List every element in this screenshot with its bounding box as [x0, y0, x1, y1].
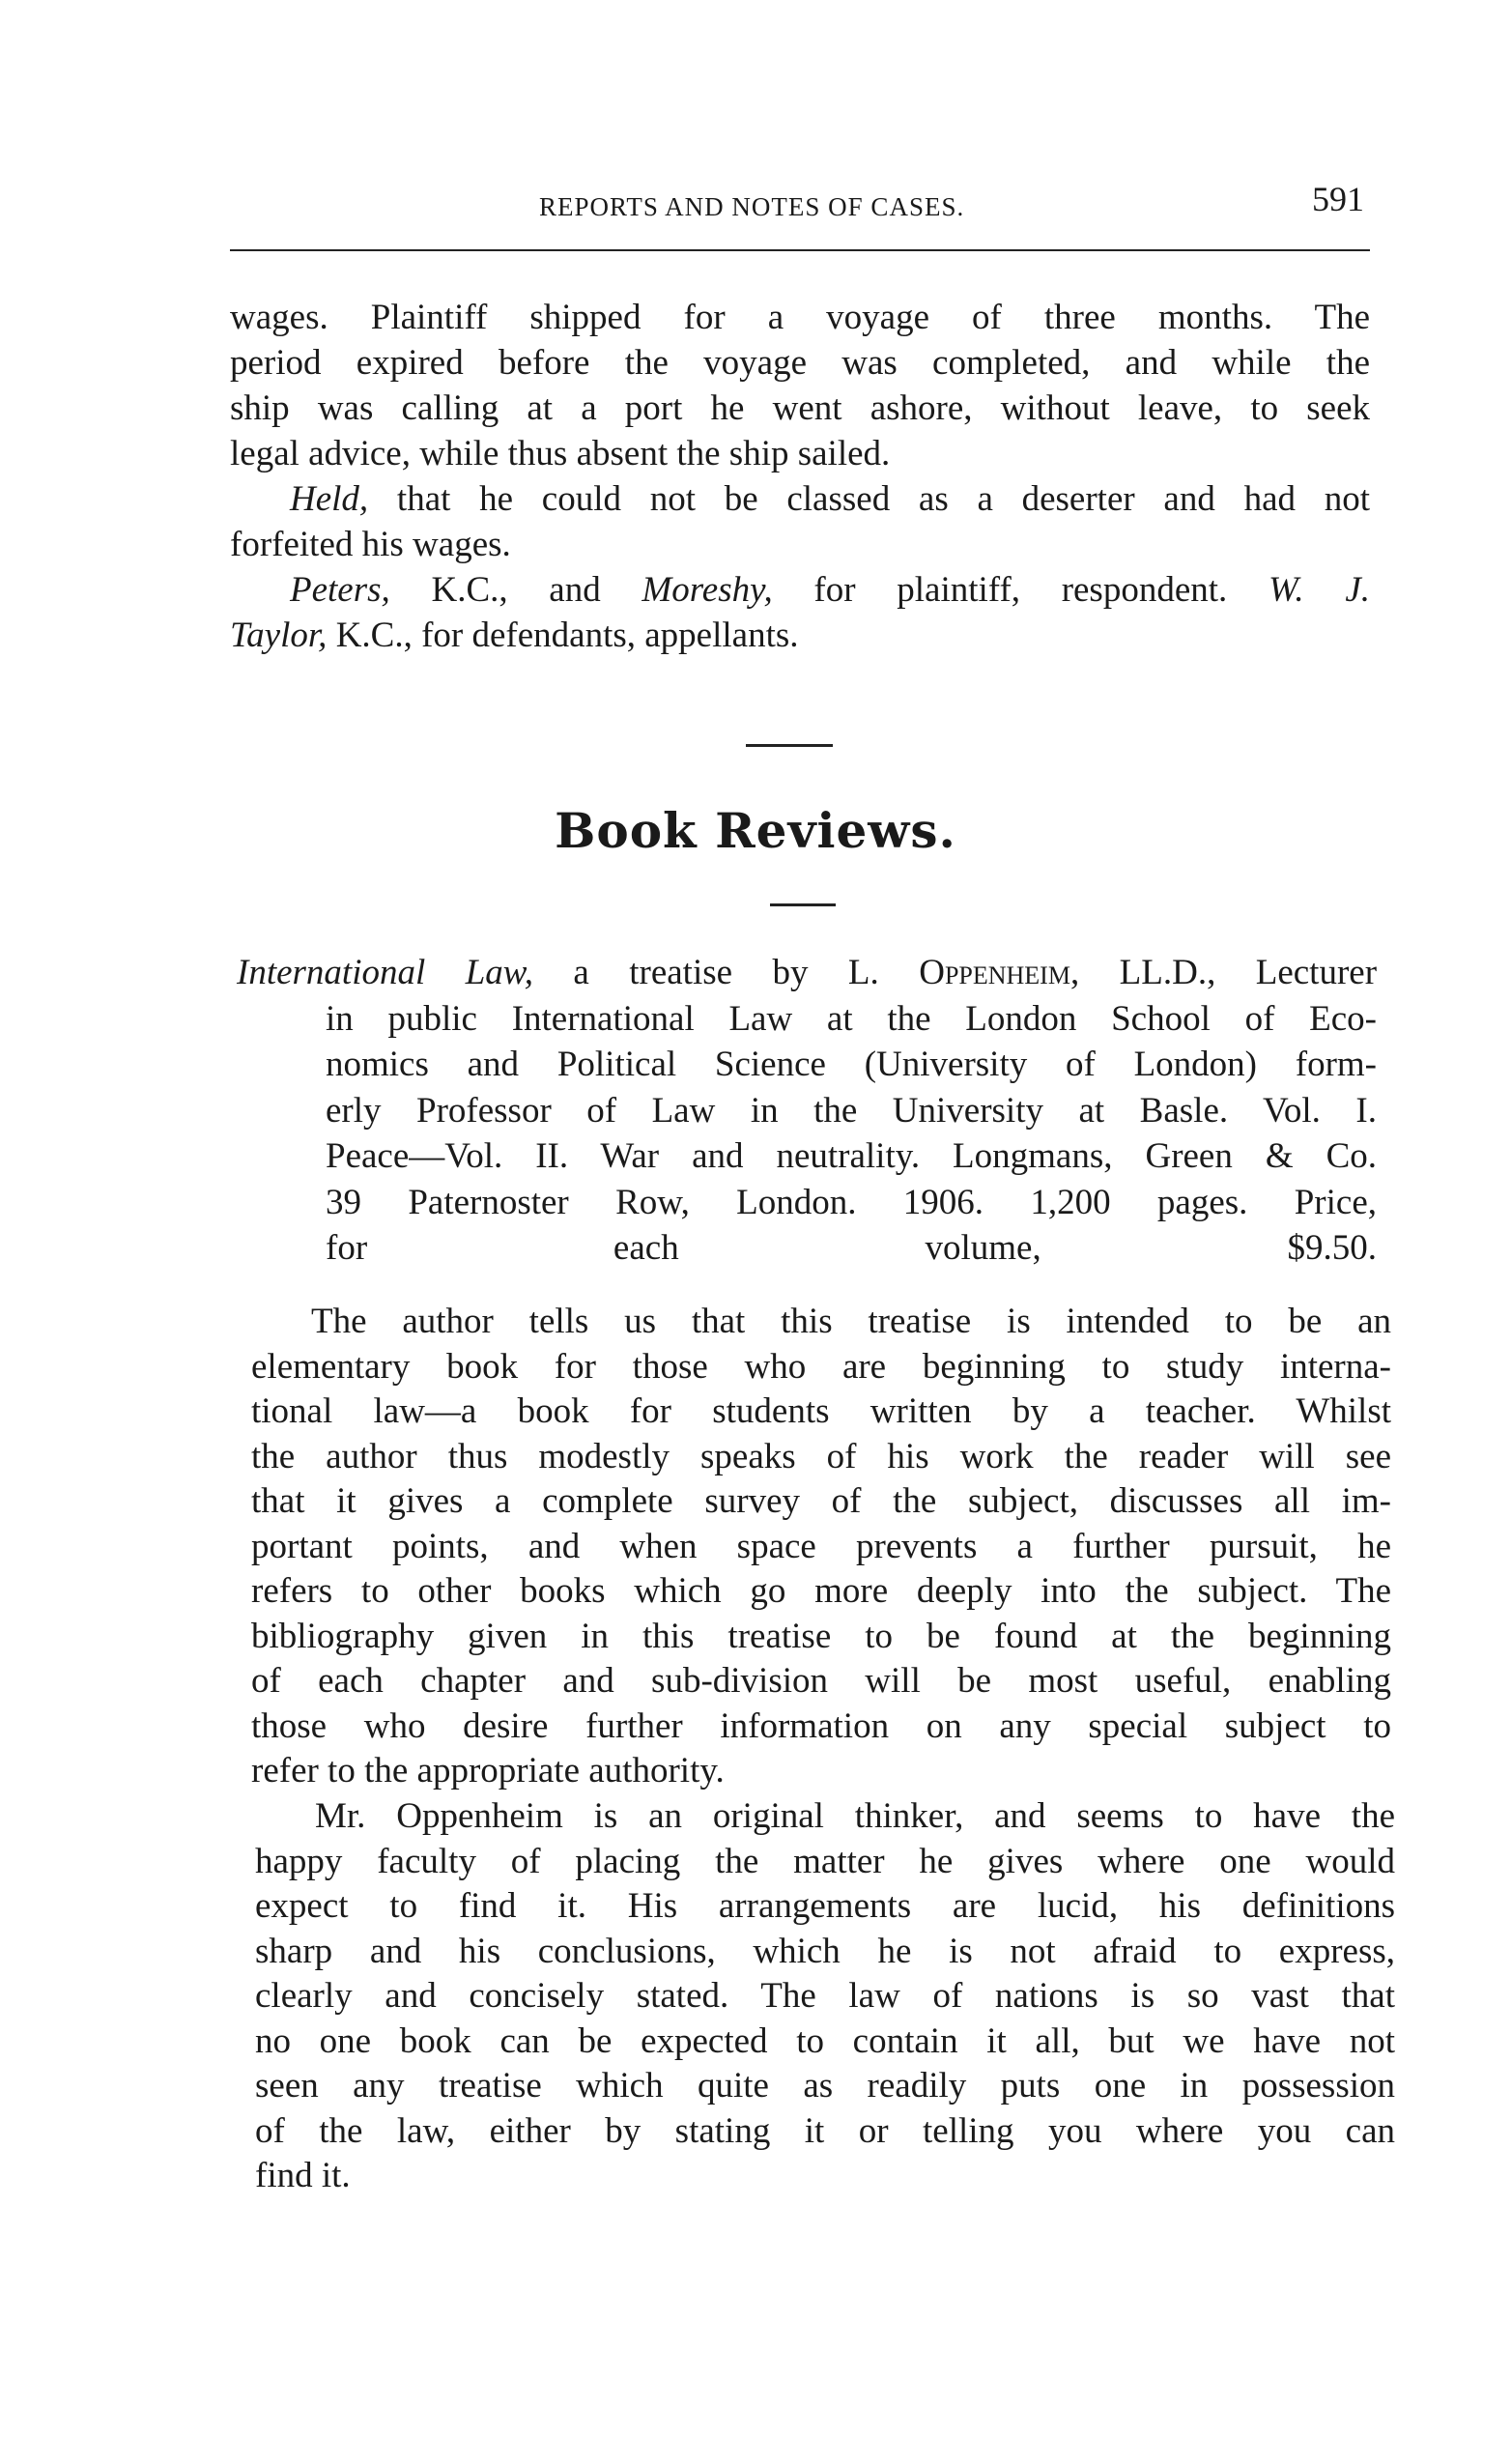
section-divider-top	[746, 744, 833, 747]
review-line: Mr. Oppenheim is an original thinker, and seems to have the	[315, 1796, 1395, 1836]
citation-text: a treatise by L.	[573, 953, 879, 992]
review-line: expect to find it. His arrangements are lucid, his definitions	[255, 1886, 1395, 1926]
case-report	[230, 295, 1370, 658]
page-header	[230, 179, 1370, 237]
review-line: those who desire further information on any special subject to	[251, 1705, 1391, 1746]
review-paragraph	[255, 1794, 1395, 2199]
section-divider-bottom	[770, 903, 836, 906]
review-line: happy faculty of placing the matter he gives where one would	[255, 1841, 1395, 1881]
counsel-name: W. J.	[1268, 570, 1371, 610]
review-line: portant points, and when space prevents a further pursuit, he	[251, 1526, 1391, 1566]
citation-line	[237, 950, 1377, 996]
case-line: legal advice, while thus absent the ship sailed.	[230, 434, 891, 473]
case-line: period expired before the voyage was completed, and while the	[230, 343, 1370, 383]
review-line: find it.	[255, 2156, 351, 2195]
section-title: Book Reviews.	[555, 802, 956, 859]
book-citation	[237, 950, 1377, 1272]
review-line: elementary book for those who are beginning to study interna-	[251, 1346, 1391, 1387]
page-number: 591	[1312, 180, 1364, 218]
case-line: wages. Plaintiff shipped for a voyage of three months. The	[230, 298, 1370, 337]
counsel-name: Peters,	[290, 570, 390, 610]
counsel-name: Moreshy,	[641, 570, 773, 610]
citation-line: for each volume, $9.50.	[326, 1228, 1377, 1268]
citation-line: in public International Law at the London School of Eco-	[326, 998, 1377, 1039]
counsel-text: K.C., and	[431, 570, 601, 610]
counsel-line	[230, 613, 1370, 658]
held-line	[230, 476, 1370, 522]
review-paragraph	[251, 1300, 1391, 1794]
counsel-text: K.C., for defendants, appellants.	[335, 616, 799, 655]
review-line: of the law, either by stating it or telling you where you can	[255, 2110, 1395, 2151]
citation-line: erly Professor of Law in the University at Basle. Vol. I.	[326, 1090, 1377, 1131]
review-line: no one book can be expected to contain it all, but we have not	[255, 2020, 1395, 2061]
citation-line: Peace—Vol. II. War and neutrality. Longmans, Green & Co.	[326, 1136, 1377, 1176]
review-line: refers to other books which go more deeply into the subject. The	[251, 1571, 1391, 1611]
citation-line: 39 Paternoster Row, London. 1906. 1,200 pages. Price,	[326, 1182, 1377, 1222]
review-line: bibliography given in this treatise to be found at the beginning	[251, 1616, 1391, 1656]
review-line: seen any treatise which quite as readily puts one in possession	[255, 2066, 1395, 2106]
running-head: REPORTS AND NOTES OF CASES.	[539, 192, 965, 221]
counsel-line	[230, 567, 1370, 613]
review-line: sharp and his conclusions, which he is not afraid to express,	[255, 1931, 1395, 1971]
review-line: tional law—a book for students written by a teacher. Whilst	[251, 1391, 1391, 1431]
held-line: forfeited his wages.	[230, 525, 511, 564]
counsel-name: Taylor,	[230, 616, 328, 655]
header-rule	[230, 249, 1370, 251]
citation-line: nomics and Political Science (University of London) form-	[326, 1045, 1377, 1084]
book-title: International Law,	[237, 953, 533, 992]
held-word: Held,	[290, 479, 369, 519]
counsel-text: for plaintiff, respondent.	[813, 570, 1228, 610]
review-line: of each chapter and sub-division will be most useful, enabling	[251, 1661, 1391, 1701]
case-line: ship was calling at a port he went ashore, without leave, to seek	[230, 388, 1370, 428]
held-text: that he could not be classed as a deserter and had not	[396, 479, 1370, 519]
review-line: the author thus modestly speaks of his work the reader will see	[251, 1436, 1391, 1476]
review-line: clearly and concisely stated. The law of nations is so vast that	[255, 1976, 1395, 2016]
review-line: refer to the appropriate authority.	[251, 1751, 725, 1791]
citation-text: LL.D., Lecturer	[1119, 953, 1378, 992]
book-author: Oppenheim,	[919, 953, 1080, 992]
review-line: The author tells us that this treatise is intended to be an	[311, 1302, 1391, 1341]
review-line: that it gives a complete survey of the subject, discusses all im-	[251, 1481, 1391, 1521]
